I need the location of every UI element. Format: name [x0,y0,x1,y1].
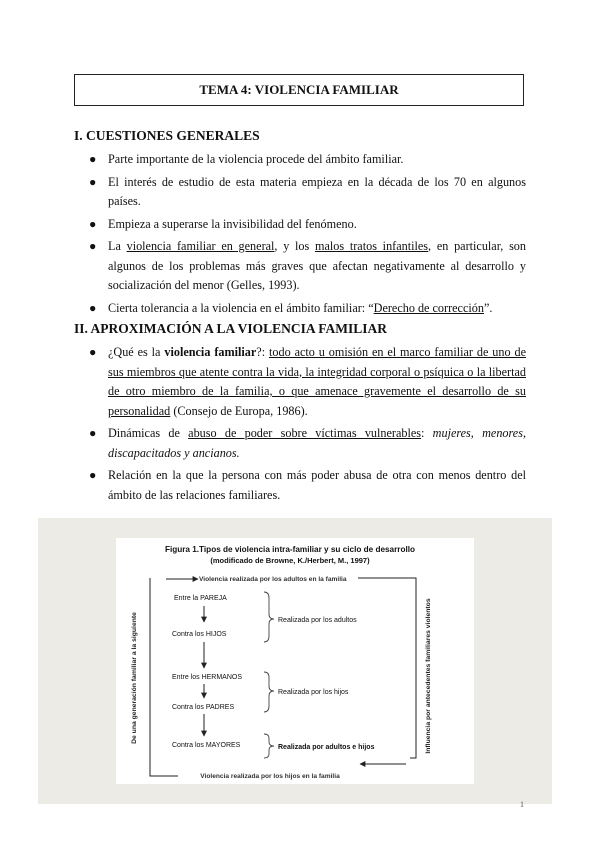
underlined-term: violencia familiar en general [126,239,275,253]
section-heading-2: II. APROXIMACIÓN A LA VIOLENCIA FAMILIAR [74,321,388,336]
list-item [74,299,526,319]
figure-title: Figura 1.Tipos de violencia intra-familiar y su ciclo de desarrollo [164,545,416,554]
text-run: Dinámicas de [108,426,189,440]
italic-text: mujeres, menores, discapacitados y ancianos. [108,426,526,460]
section-2-list [74,343,526,508]
section-heading-1: I. CUESTIONES GENERALES [74,128,260,143]
bullet-icon: ● [89,239,97,253]
figure-diagram [38,518,552,804]
item-mayores: Contra los MAYORES [172,742,241,749]
text-run: ?: [256,345,269,359]
bullet-icon: ● [89,345,97,359]
bullet-icon: ● [89,300,97,315]
list-item [74,150,526,170]
definition-text: todo acto u omisión en el marco familiar de uno de sus miembros que atente contra la vida, la integridad corporal o psíquica o la libertad de otro miembro de la familia, o que amenace gravemente el desarrollo de su personalidad [108,345,526,418]
item-hijos: Contra los HIJOS [172,631,227,638]
text-run: : [421,426,433,440]
list-item [74,343,526,421]
list-item-text: Empieza a superarse la invisibilidad del fenómeno. [108,216,357,231]
text-run: (Consejo de Europa, 1986). [170,403,308,418]
list-item [74,466,526,505]
bullet-icon: ● [89,174,97,189]
list-item-text: Relación en la que la persona con más poder abusa de otra con menos dentro del ámbito de las relaciones familiares. [108,468,526,502]
diagram-canvas [38,518,552,804]
group-hijos: Realizada por los hijos [278,689,349,696]
page-number: 1 [520,800,524,809]
text-run: La [108,239,127,253]
figure-subtitle: (modificado de Browne, K./Herbert, M., 1997) [210,556,370,565]
right-vertical-label: Influencia por antecedentes familiares violentos [425,598,432,754]
bold-term: violencia familiar [164,345,257,359]
left-vertical-label: De una generación familiar a la siguiente [131,612,138,744]
list-item-text: El interés de estudio de esta materia empieza en la década de los 70 en algunos países. [108,174,526,208]
list-item-text: Parte importante de la violencia procede del ámbito familiar. [108,152,404,166]
list-item [74,424,526,463]
list-item [74,173,526,212]
list-item [74,237,526,296]
text-run: Cierta tolerancia a la violencia en el ámbito familiar: “ [108,300,374,315]
underlined-term: abuso de poder sobre víctimas vulnerables [188,426,422,440]
page-title: TEMA 4: VIOLENCIA FAMILIAR [74,74,524,106]
section-1-list [74,150,526,321]
item-pareja: Entre la PAREJA [174,595,227,602]
bullet-icon: ● [89,426,97,440]
item-padres: Contra los PADRES [172,704,235,711]
top-label: Violencia realizada por los adultos en la familia [199,576,347,583]
text-run: ¿Qué es la [108,345,165,359]
bullet-icon: ● [89,152,97,166]
group-adultos-hijos: Realizada por adultos e hijos [278,744,375,751]
bullet-icon: ● [89,468,97,482]
underlined-term: Derecho de corrección [373,300,484,315]
underlined-term: malos tratos infantiles [315,239,429,253]
text-run: , y los [274,239,316,253]
item-hermanos: Entre los HERMANOS [172,674,243,681]
bottom-label: Violencia realizada por los hijos en la familia [200,773,340,780]
text-run: , en particular, son algunos de los problemas más graves que afectan negativamente al desarrollo y socialización del menor (Gelles, 1993). [108,239,526,292]
list-item [74,215,526,235]
text-run: ”. [483,300,493,315]
bullet-icon: ● [89,216,97,231]
group-adultos: Realizada por los adultos [278,617,357,624]
